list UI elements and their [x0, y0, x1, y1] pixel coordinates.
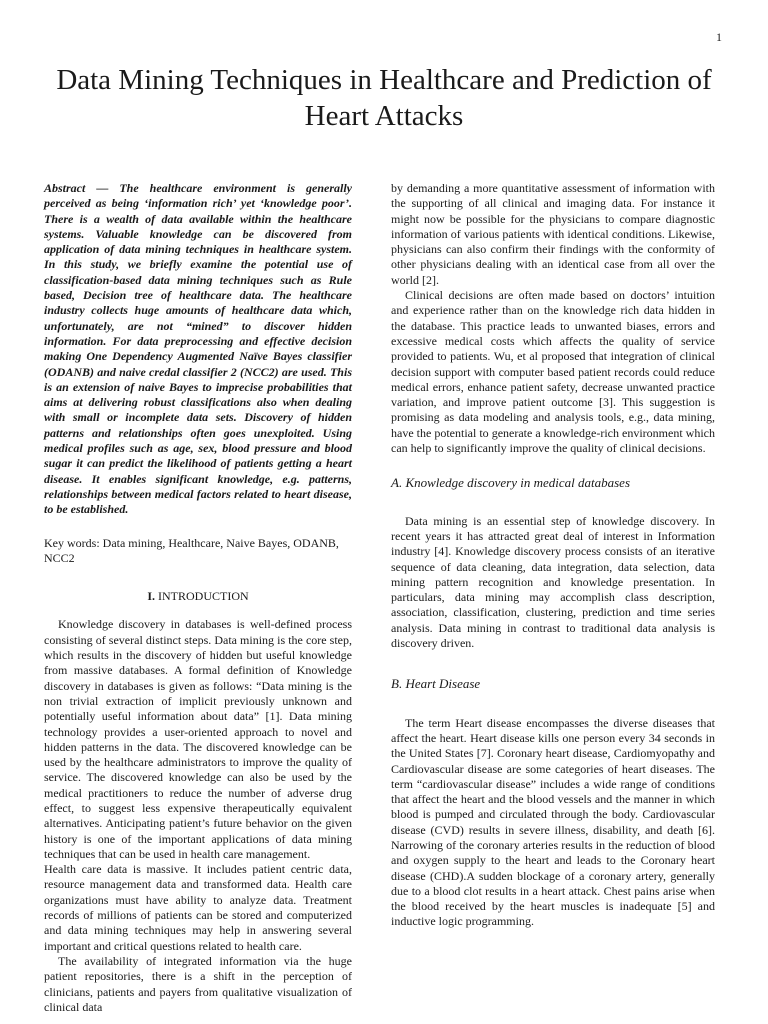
left-column — [44, 181, 352, 1015]
intro-paragraph-2: Health care data is massive. It includes patient centric data, resource management data and transformed data. Health care organizations must have ability to analyze data. Treatment records of millions of patients can be stored and computerized and data mining techniques may help in answering several important and critical questions related to health care. — [44, 862, 352, 953]
clinical-decisions-paragraph: Clinical decisions are often made based on doctors’ intuition and experience rather than on the knowledge rich data hidden in the database. This practice leads to unwanted biases, errors and excessive medical costs which affects the quality of service provided to patients. Wu, et al proposed that integration of clinical decision support with computer based patient records could reduce medical errors, enhance patient safety, decrease unwanted practice variation, and improve patient outcome [3]. This suggestion is promising as data modeling and analysis tools, e.g., data mining, have the potential to generate a knowledge-rich environment which can help to significantly improve the quality of clinical decisions. — [391, 288, 715, 456]
intro-heading — [44, 589, 352, 604]
section-b-paragraph: The term Heart disease encompasses the diverse diseases that affect the heart. Heart disease kills one person every 34 seconds in the United States [7]. Coronary heart disease, Cardiomyopathy and Cardiovascular disease are some categories of heart diseases. The term “cardiovascular disease” includes a wide range of conditions that affect the heart and the blood vessels and the manner in which blood is pumped and circulated through the body. Cardiovascular disease (CVD) results in severe illness, disability, and death [6]. Narrowing of the coronary arteries results in the reduction of blood and oxygen supply to the heart and leads to the Coronary heart disease (CHD).A sudden blockage of a coronary artery, generally due to a blood clot results in a heart attack. Chest pains arise when the blood received by the heart muscles is inadequate [5] and inductive logic programming. — [391, 715, 715, 929]
right-column — [391, 181, 715, 930]
intro-continued-paragraph: by demanding a more quantitative assessment of information with the supporting of all clinical and imaging data. For instance it might now be possible for the physicians to compare diagnostic information of various patients with identical conditions. Likewise, physicians can also confirm their findings with the conformity of other physicians dealing with an identical case from all over the world [2]. — [391, 181, 715, 287]
paper-title: Data Mining Techniques in Healthcare and Prediction of Heart Attacks — [56, 64, 712, 132]
section-a-paragraph: Data mining is an essential step of knowledge discovery. In recent years it has attracted great deal of interest in Information industry [4]. Knowledge discovery process consists of an iterative sequence of data cleaning, data integration, data selection, data mining pattern recognition and knowledge presentation. In particulars, data mining may accomplish class description, association, classification, clustering, prediction and time series analysis. Data mining in contrast to traditional data analysis is discovery driven. — [391, 513, 715, 651]
intro-heading-text: INTRODUCTION — [158, 589, 249, 604]
intro-paragraph-1: Knowledge discovery in databases is well-defined process consisting of several distinct steps. Data mining is the core step, which results in the discovery of hidden but useful knowledge from massive databases. A formal definition of Knowledge discovery in databases is given as follows: “Data mining is the non trivial extraction of implicit previously unknown and potentially useful information about data” [1]. Data mining technology provides a user-oriented approach to novel and hidden patterns in the data. The discovered knowledge can be used by the healthcare administrators to improve the quality of service. The discovered knowledge can also be used by the medical practitioners to reduce the number of adverse drug effect, to suggest less expensive therapeutically equivalent alternatives. Anticipating patient’s future behavior on the given history is one of the important applications of data mining techniques that can be used in health care management. — [44, 617, 352, 861]
section-b-heading: B. Heart Disease — [391, 676, 481, 692]
section-a-heading: A. Knowledge discovery in medical databases — [391, 475, 631, 491]
abstract: Abstract — The healthcare environment is generally perceived as being ‘information rich’ yet ‘knowledge poor’. There is a wealth of data available within the healthcare systems. Valuable knowledge can be discovered from application of data mining techniques in healthcare system. In this study, we briefly examine the potential use of classification-based data mining techniques such as Rule based, Decision tree of healthcare data. The healthcare industry collects huge amounts of healthcare data which, unfortunately, are not “mined” to discover hidden information. For data preprocessing and effective decision making One Dependency Augmented Naïve Bayes classifier (ODANB) and naive credal classifier 2 (NCC2) are used. This is an extension of naive Bayes to imprecise probabilities that aims at delivering robust classifications also when dealing with small or incomplete data sets. Discovery of hidden patterns and relationships often goes unexploited. Using medical profiles such as age, sex, blood pressure and blood sugar it can predict the likelihood of patients getting a heart disease. It enables significant knowledge, e.g. patterns, relationships between medical factors related to heart disease, to be established. — [44, 181, 352, 517]
keywords: Key words: Data mining, Healthcare, Naive Bayes, ODANB, NCC2 — [44, 535, 339, 565]
intro-paragraph-3: The availability of integrated information via the huge patient repositories, there is a shift in the perception of clinicians, patients and payers from qualitative visualization of clinical data — [44, 953, 352, 1014]
page-number: 1 — [716, 30, 722, 44]
intro-heading-number: I. — [147, 589, 155, 604]
